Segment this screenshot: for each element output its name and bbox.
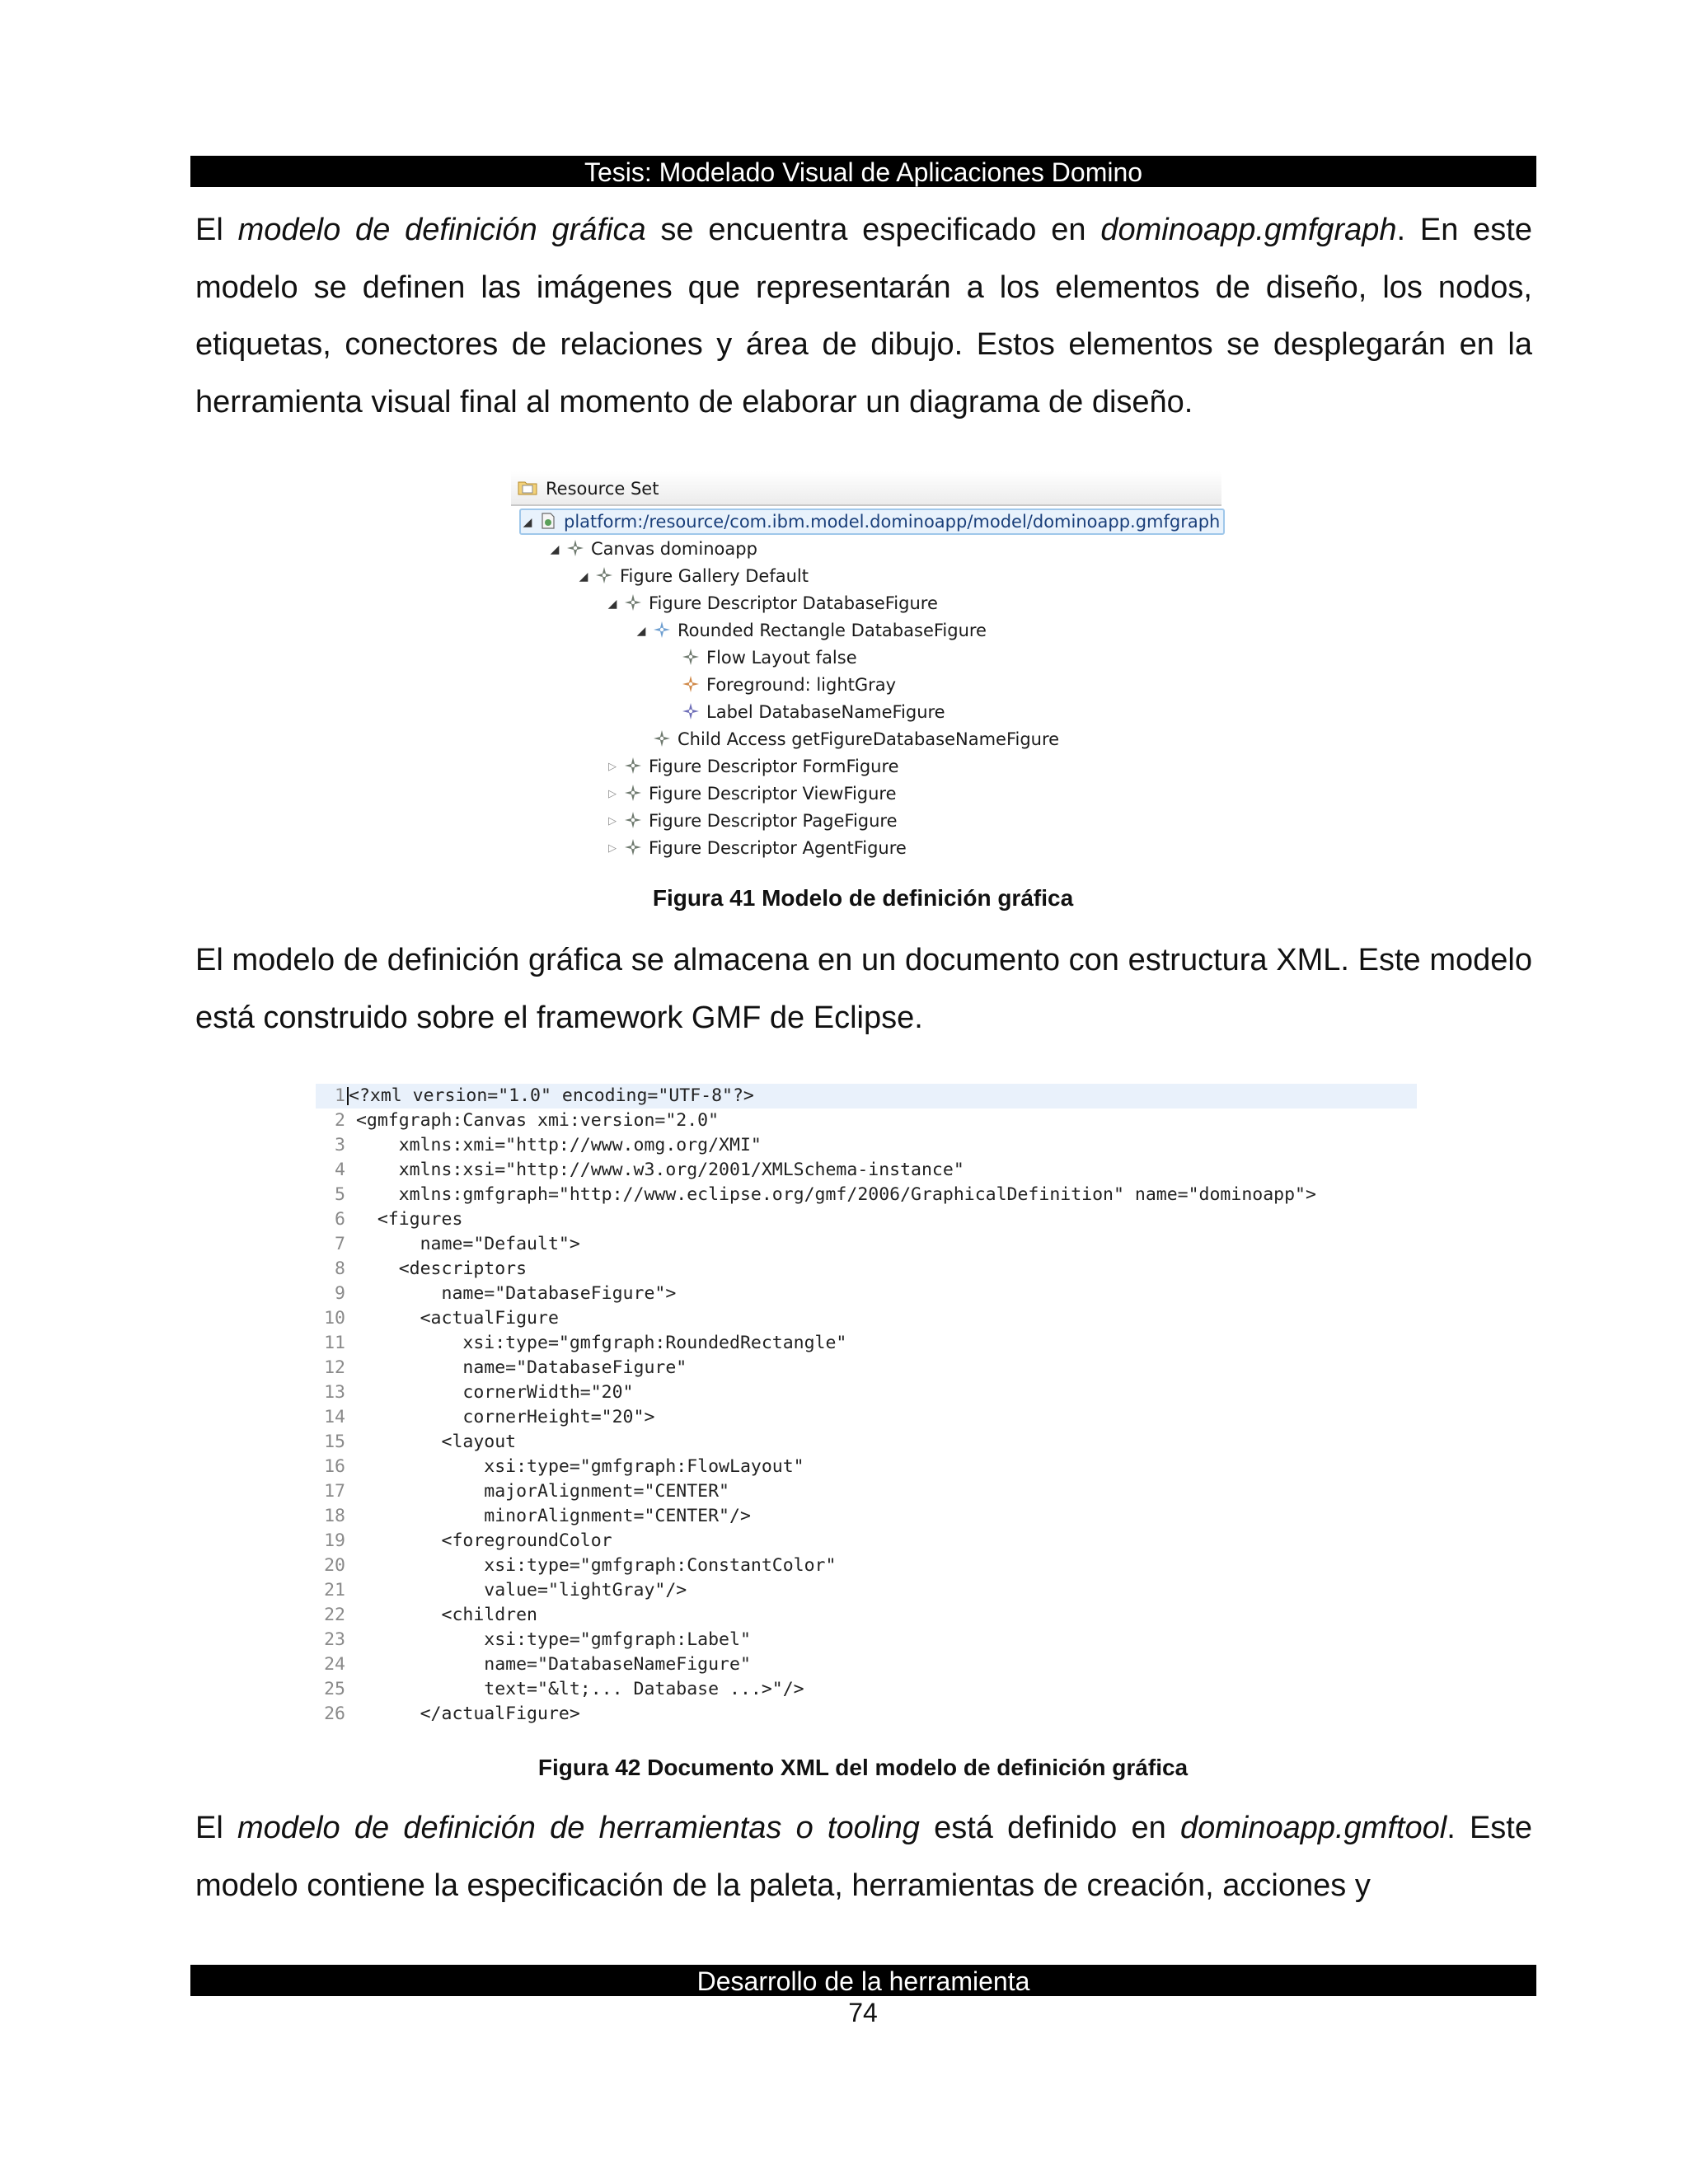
line-number: 13 — [324, 1382, 345, 1403]
figure-41-caption: Figura 41 Modelo de definición gráfica — [652, 885, 1074, 911]
gray-diamond-icon — [566, 539, 584, 557]
code-line — [316, 1430, 1420, 1455]
gutter-gap — [345, 1629, 356, 1650]
code-line — [316, 1282, 1420, 1306]
gutter-gap — [345, 1357, 356, 1378]
line-number: 15 — [324, 1432, 345, 1452]
tree-item-label: Canvas dominoapp — [591, 539, 757, 559]
resource-file-icon — [539, 512, 557, 530]
gutter-gap — [345, 1432, 356, 1452]
paragraph-tooling-definition — [195, 1800, 1532, 1915]
tree-item[interactable] — [663, 644, 857, 671]
xml-code-figure — [316, 1084, 1420, 1735]
tree-item[interactable] — [606, 780, 897, 807]
code-text: xsi:type="gmfgraph:FlowLayout" — [355, 1456, 804, 1477]
tree-item[interactable] — [635, 726, 1059, 752]
code-line — [316, 1504, 1420, 1529]
line-number: 6 — [335, 1209, 345, 1230]
gutter-gap — [345, 1184, 356, 1205]
tree-item[interactable] — [606, 753, 899, 780]
tree-item-label: Figure Descriptor FormFigure — [649, 757, 899, 776]
line-number: 17 — [324, 1481, 345, 1502]
code-line — [316, 1455, 1420, 1479]
expanded-arrow-icon[interactable]: ◢ — [636, 625, 646, 638]
tree-item-label: Figure Descriptor DatabaseFigure — [649, 593, 938, 613]
tree-item[interactable] — [519, 509, 1225, 535]
code-line — [316, 1702, 1420, 1727]
gray-diamond-icon — [682, 648, 700, 666]
code-line — [316, 1133, 1420, 1158]
tree-item-label: Figure Descriptor ViewFigure — [649, 784, 897, 804]
tree-item[interactable] — [663, 672, 896, 698]
paragraph-graphical-definition — [195, 202, 1532, 431]
purple-diamond-icon — [682, 702, 700, 720]
line-number: 12 — [324, 1357, 345, 1378]
gutter-gap — [345, 1407, 356, 1427]
gutter-gap — [345, 1308, 356, 1329]
code-line — [316, 1232, 1420, 1257]
gutter-gap — [345, 1481, 356, 1502]
expanded-arrow-icon[interactable]: ◢ — [579, 570, 588, 583]
tree-item[interactable] — [577, 563, 809, 589]
code-line — [316, 1207, 1420, 1232]
code-line — [316, 1084, 1417, 1108]
paragraph-text: . Este modelo contiene la especificación de la paleta, herramientas de creación, acciones y — [195, 1811, 1532, 1903]
paragraph-xml-storage: El modelo de definición gráfica se almacena en un documento con estructura XML. Este modelo está construido sobre el framework GMF de Eclipse. — [195, 943, 1532, 1035]
tree-item[interactable] — [663, 699, 945, 725]
line-number: 20 — [324, 1555, 345, 1576]
figure-42-caption: Figura 42 Documento XML del modelo de definición gráfica — [537, 1755, 1189, 1780]
gutter-gap — [345, 1704, 356, 1724]
gutter-gap — [345, 1530, 356, 1551]
code-line — [316, 1529, 1420, 1554]
resource-set-header — [511, 471, 1221, 506]
tree-item[interactable] — [606, 590, 938, 616]
line-number: 21 — [324, 1580, 345, 1601]
code-text: <layout — [355, 1432, 517, 1452]
code-line — [316, 1652, 1420, 1677]
gray-diamond-icon — [653, 729, 671, 748]
gutter-gap — [345, 1580, 356, 1601]
line-number: 14 — [324, 1407, 345, 1427]
code-line — [316, 1628, 1420, 1652]
paragraph-text: . En este modelo se definen las imágenes que representarán a los elementos de diseño, los nodos, etiquetas, conectores de relaciones y área de dibujo. Estos elementos se desplegarán en la herramienta visual final al momento de elaborar un diagrama de diseño. — [195, 213, 1532, 419]
code-line — [316, 1677, 1420, 1702]
code-line — [316, 1108, 1420, 1133]
code-line — [316, 1158, 1420, 1183]
code-line — [316, 1578, 1420, 1603]
line-number: 23 — [324, 1629, 345, 1650]
tree-item-label: Child Access getFigureDatabaseNameFigure — [678, 729, 1060, 749]
line-number: 2 — [335, 1110, 345, 1131]
tree-item-label: Figure Descriptor AgentFigure — [649, 838, 907, 858]
code-text: xsi:type="gmfgraph:RoundedRectangle" — [355, 1333, 847, 1353]
gutter-gap — [345, 1555, 356, 1576]
code-line — [316, 1554, 1420, 1578]
code-text: value="lightGray"/> — [355, 1580, 687, 1601]
tree-item-label: Flow Layout false — [706, 648, 857, 668]
line-number: 7 — [335, 1234, 345, 1254]
code-line — [316, 1479, 1420, 1504]
gutter-gap — [345, 1456, 356, 1477]
code-line — [316, 1356, 1420, 1380]
tree-item-label: Label DatabaseNameFigure — [706, 702, 945, 722]
header-title: Tesis: Modelado Visual de Aplicaciones Domino — [584, 157, 1143, 187]
code-line — [316, 1603, 1420, 1628]
gutter-gap — [345, 1283, 356, 1304]
line-number: 11 — [324, 1333, 345, 1353]
gray-diamond-icon — [595, 566, 613, 584]
line-number: 3 — [335, 1135, 345, 1155]
code-text: minorAlignment="CENTER"/> — [355, 1506, 751, 1526]
tree-item[interactable] — [606, 835, 907, 861]
code-text: xmlns:xsi="http://www.w3.org/2001/XMLSchema-instance" — [355, 1160, 964, 1180]
gray-diamond-icon — [624, 593, 642, 612]
line-number: 19 — [324, 1530, 345, 1551]
code-text: </actualFigure> — [355, 1704, 580, 1724]
footer-bar — [190, 1965, 1536, 1996]
collapsed-arrow-icon[interactable]: ▷ — [608, 788, 617, 800]
code-line — [316, 1257, 1420, 1282]
line-number: 1 — [335, 1085, 345, 1106]
line-number: 5 — [335, 1184, 345, 1205]
gutter-gap — [345, 1209, 356, 1230]
paragraph-text: El — [195, 213, 238, 247]
code-line — [316, 1405, 1420, 1430]
code-text: <foregroundColor — [355, 1530, 612, 1551]
resource-set-icon — [518, 479, 537, 495]
code-text: name="DatabaseNameFigure" — [355, 1654, 751, 1675]
line-number: 10 — [324, 1308, 345, 1329]
code-text: text="&lt;... Database ...>"/> — [355, 1679, 804, 1699]
resource-set-label: Resource Set — [546, 479, 659, 499]
code-text: <gmfgraph:Canvas xmi:version="2.0" — [355, 1110, 720, 1131]
paragraph-text: El — [195, 1811, 238, 1845]
code-text: <actualFigure — [355, 1308, 559, 1329]
collapsed-arrow-icon[interactable]: ▷ — [608, 815, 617, 827]
orange-diamond-icon — [682, 675, 700, 693]
gray-diamond-icon — [624, 784, 642, 802]
gutter-gap — [345, 1506, 356, 1526]
code-text: <figures — [355, 1209, 463, 1230]
tree-item[interactable] — [635, 617, 987, 644]
line-number: 18 — [324, 1506, 345, 1526]
code-line — [316, 1380, 1420, 1405]
header-bar — [190, 156, 1536, 187]
collapsed-arrow-icon[interactable]: ▷ — [608, 761, 617, 773]
code-text: xmlns:xmi="http://www.omg.org/XMI" — [355, 1135, 762, 1155]
tree-item-label: Figure Gallery Default — [620, 566, 809, 586]
line-number: 16 — [324, 1456, 345, 1477]
gutter-gap — [345, 1679, 356, 1699]
tree-item[interactable] — [606, 808, 898, 834]
paragraph-filename: dominoapp.gmfgraph — [1100, 213, 1397, 247]
paragraph-term: modelo de definición de herramientas o tooling — [237, 1811, 920, 1845]
tree-item-label: Figure Descriptor PageFigure — [649, 811, 898, 831]
gray-diamond-icon — [624, 811, 642, 829]
code-text: name="DatabaseFigure" — [355, 1357, 687, 1378]
gray-diamond-icon — [624, 757, 642, 775]
page-number: 74 — [848, 1998, 878, 2027]
code-text: majorAlignment="CENTER" — [355, 1481, 729, 1502]
gutter-gap — [345, 1382, 356, 1403]
expanded-arrow-icon[interactable]: ◢ — [550, 543, 560, 556]
code-line — [316, 1183, 1420, 1207]
code-text: name="DatabaseFigure"> — [355, 1283, 677, 1304]
gray-diamond-icon — [624, 838, 642, 856]
code-text: xmlns:gmfgraph="http://www.eclipse.org/gmf/2006/GraphicalDefinition" name="dominoapp"> — [355, 1184, 1316, 1205]
gutter-gap — [345, 1110, 356, 1131]
tree-item-label: Rounded Rectangle DatabaseFigure — [678, 621, 987, 640]
gutter-gap — [345, 1234, 356, 1254]
line-number: 9 — [335, 1283, 345, 1304]
expanded-arrow-icon[interactable]: ◢ — [607, 598, 617, 611]
code-text: name="Default"> — [355, 1234, 580, 1254]
line-number: 25 — [324, 1679, 345, 1699]
line-number: 8 — [335, 1258, 345, 1279]
code-text: <?xml version="1.0" encoding="UTF-8"?> — [349, 1085, 754, 1106]
footer-title: Desarrollo de la herramienta — [696, 1966, 1030, 1996]
gutter-gap — [345, 1654, 356, 1675]
line-number: 22 — [324, 1605, 345, 1625]
tree-item-label: platform:/resource/com.ibm.model.dominoapp/model/dominoapp.gmfgraph — [564, 512, 1221, 532]
gutter-gap — [345, 1160, 356, 1180]
line-number: 24 — [324, 1654, 345, 1675]
code-text: cornerHeight="20"> — [355, 1407, 655, 1427]
paragraph-text: se encuentra especificado en — [645, 213, 1101, 247]
line-number: 4 — [335, 1160, 345, 1180]
paragraph-term: modelo de definición gráfica — [237, 213, 646, 247]
code-text: <children — [355, 1605, 538, 1625]
gutter-gap — [345, 1258, 356, 1279]
code-text: xsi:type="gmfgraph:ConstantColor" — [355, 1555, 837, 1576]
blue-diamond-icon — [653, 621, 671, 639]
resource-set-tree-figure — [511, 471, 1221, 863]
gutter-gap — [345, 1135, 356, 1155]
code-line — [316, 1306, 1420, 1331]
code-line — [316, 1331, 1420, 1356]
line-number: 26 — [324, 1704, 345, 1724]
code-text: cornerWidth="20" — [355, 1382, 634, 1403]
gutter-gap — [345, 1333, 356, 1353]
tree-item[interactable] — [548, 536, 757, 562]
expanded-arrow-icon[interactable]: ◢ — [523, 516, 532, 529]
collapsed-arrow-icon[interactable]: ▷ — [608, 842, 617, 855]
paragraph-text: está definido en — [919, 1811, 1180, 1845]
code-text: xsi:type="gmfgraph:Label" — [355, 1629, 751, 1650]
gutter-gap — [345, 1605, 356, 1625]
tree-item-label: Foreground: lightGray — [706, 675, 897, 695]
paragraph-filename: dominoapp.gmftool — [1179, 1811, 1447, 1845]
code-text: <descriptors — [355, 1258, 528, 1279]
